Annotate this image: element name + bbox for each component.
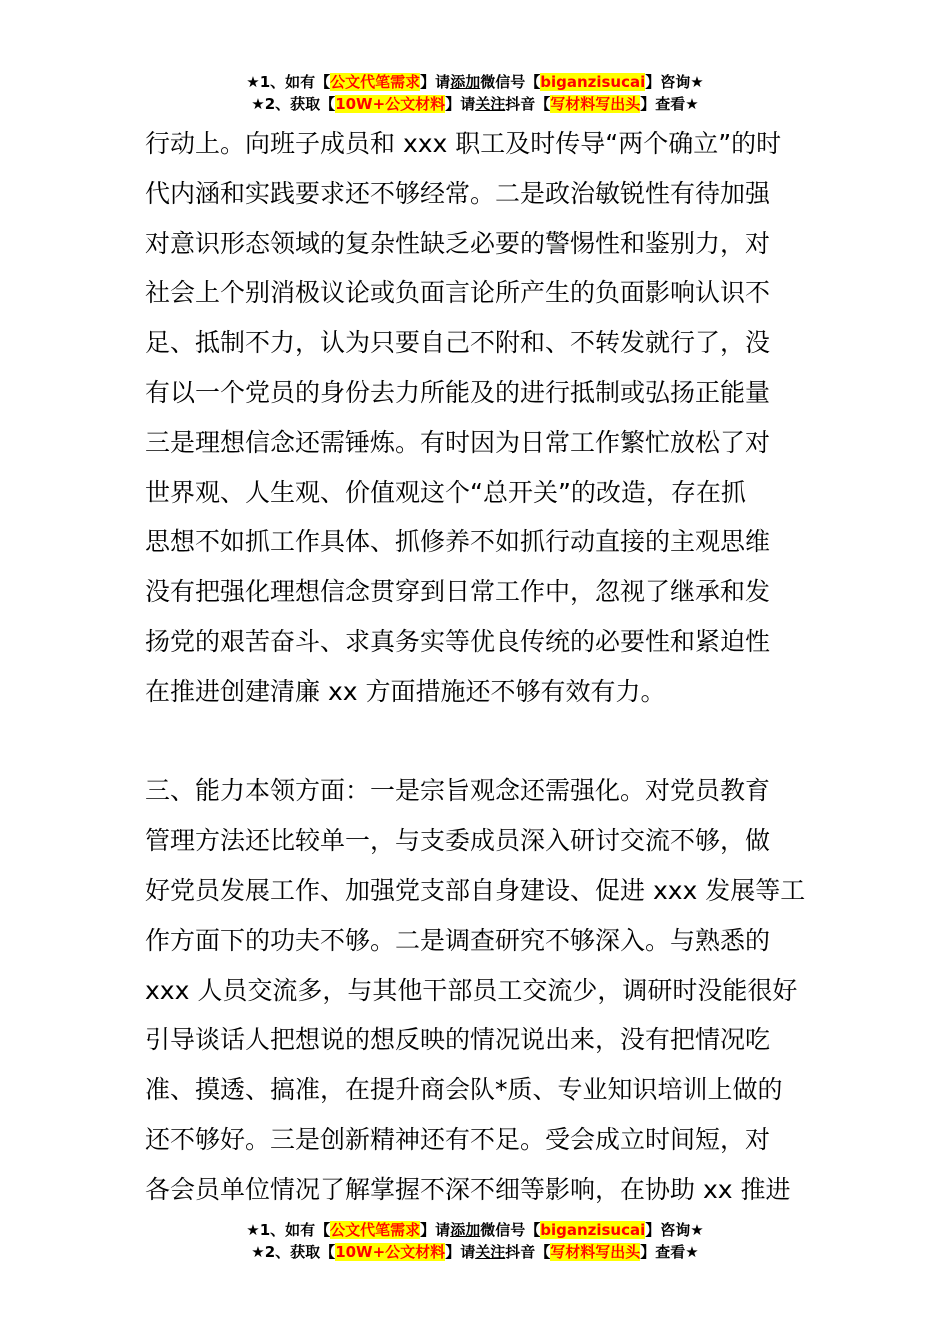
banner-highlight: biganzisucai xyxy=(540,73,646,91)
banner-highlight: biganzisucai xyxy=(540,1221,646,1239)
banner-text: 抖音【 xyxy=(505,1243,551,1261)
banner-text: ★1、如有【 xyxy=(246,73,331,91)
banner-line-2 xyxy=(0,1241,950,1263)
banner-highlight: 公文代笔需求 xyxy=(330,73,421,91)
text-line: 管理方法还比较单一，与支委成员深入研讨交流不够，做 xyxy=(145,826,771,856)
banner-underline: 关注 xyxy=(475,1243,506,1261)
banner-text: 】查看★ xyxy=(640,1243,699,1261)
text-line: 在推进创建清廉 xx 方面措施还不够有效有力。 xyxy=(145,676,666,706)
banner-text: 】咨询★ xyxy=(645,1221,704,1239)
banner-text: 】咨询★ xyxy=(645,73,704,91)
footer-banner xyxy=(0,1219,950,1263)
text-line: 三是理想信念还需锤炼。有时因为日常工作繁忙放松了对 xyxy=(145,427,771,457)
banner-highlight: 写材料写出头 xyxy=(550,95,641,113)
banner-highlight: 写材料写出头 xyxy=(550,1243,641,1261)
text-line: 社会上个别消极议论或负面言论所产生的负面影响认识不 xyxy=(145,278,771,308)
banner-text: ★2、获取【 xyxy=(251,1243,336,1261)
text-line: 足、抵制不力，认为只要自己不附和、不转发就行了，没 xyxy=(145,328,771,358)
header-banner xyxy=(0,71,950,115)
text-line: xxx 人员交流多，与其他干部员工交流少，调研时没能很好 xyxy=(145,975,798,1005)
banner-line-1 xyxy=(0,71,950,93)
text-line: 各会员单位情况了解掌握不深不细等影响，在协助 xx 推进 xyxy=(145,1174,791,1204)
text-line: 还不够好。三是创新精神还有不足。受会成立时间短，对 xyxy=(145,1124,771,1154)
banner-highlight: 10W+公文材料 xyxy=(335,1243,446,1261)
text-line: 准、摸透、搞准，在提升商会队*质、专业知识培训上做的 xyxy=(145,1075,783,1105)
text-line: 对意识形态领域的复杂性缺乏必要的警惕性和鉴别力，对 xyxy=(145,228,771,258)
banner-text: 抖音【 xyxy=(505,95,551,113)
text-line: 好党员发展工作、加强党支部自身建设、促进 xxx 发展等工 xyxy=(145,875,806,905)
banner-line-1 xyxy=(0,1219,950,1241)
banner-underline: 添加 xyxy=(450,73,481,91)
banner-text: 】请 xyxy=(445,95,476,113)
text-line: 有以一个党员的身份去力所能及的进行抵制或弘扬正能量 xyxy=(145,377,771,407)
banner-highlight: 10W+公文材料 xyxy=(335,95,446,113)
text-line: 引导谈话人把想说的想反映的情况说出来，没有把情况吃 xyxy=(145,1025,771,1055)
banner-underline: 添加 xyxy=(450,1221,481,1239)
text-line: 思想不如抓工作具体、抓修养不如抓行动直接的主观思维 xyxy=(145,527,771,557)
text-line: 作方面下的功夫不够。二是调查研究不够深入。与熟悉的 xyxy=(145,925,771,955)
banner-text: ★2、获取【 xyxy=(251,95,336,113)
banner-text: 微信号【 xyxy=(480,1221,541,1239)
banner-text: 】请 xyxy=(445,1243,476,1261)
text-line: 行动上。向班子成员和 xxx 职工及时传导“两个确立”的时 xyxy=(145,129,782,158)
text-line: 扬党的艰苦奋斗、求真务实等优良传统的必要性和紧迫性 xyxy=(145,626,771,656)
banner-text: 】请 xyxy=(420,1221,451,1239)
banner-line-2 xyxy=(0,93,950,115)
document-body xyxy=(145,119,815,1215)
banner-underline: 关注 xyxy=(475,95,506,113)
banner-text: 】查看★ xyxy=(640,95,699,113)
text-line: 没有把强化理想信念贯穿到日常工作中，忽视了继承和发 xyxy=(145,577,771,607)
text-line: 代内涵和实践要求还不够经常。二是政治敏锐性有待加强 xyxy=(145,178,771,208)
paragraph-gap xyxy=(145,717,815,767)
text-line: 世界观、人生观、价值观这个“总开关”的改造，存在抓 xyxy=(145,477,746,507)
banner-text: 微信号【 xyxy=(480,73,541,91)
banner-text: ★1、如有【 xyxy=(246,1221,331,1239)
text-line: 三、能力本领方面：一是宗旨观念还需强化。对党员教育 xyxy=(145,776,771,806)
banner-highlight: 公文代笔需求 xyxy=(330,1221,421,1239)
banner-text: 】请 xyxy=(420,73,451,91)
